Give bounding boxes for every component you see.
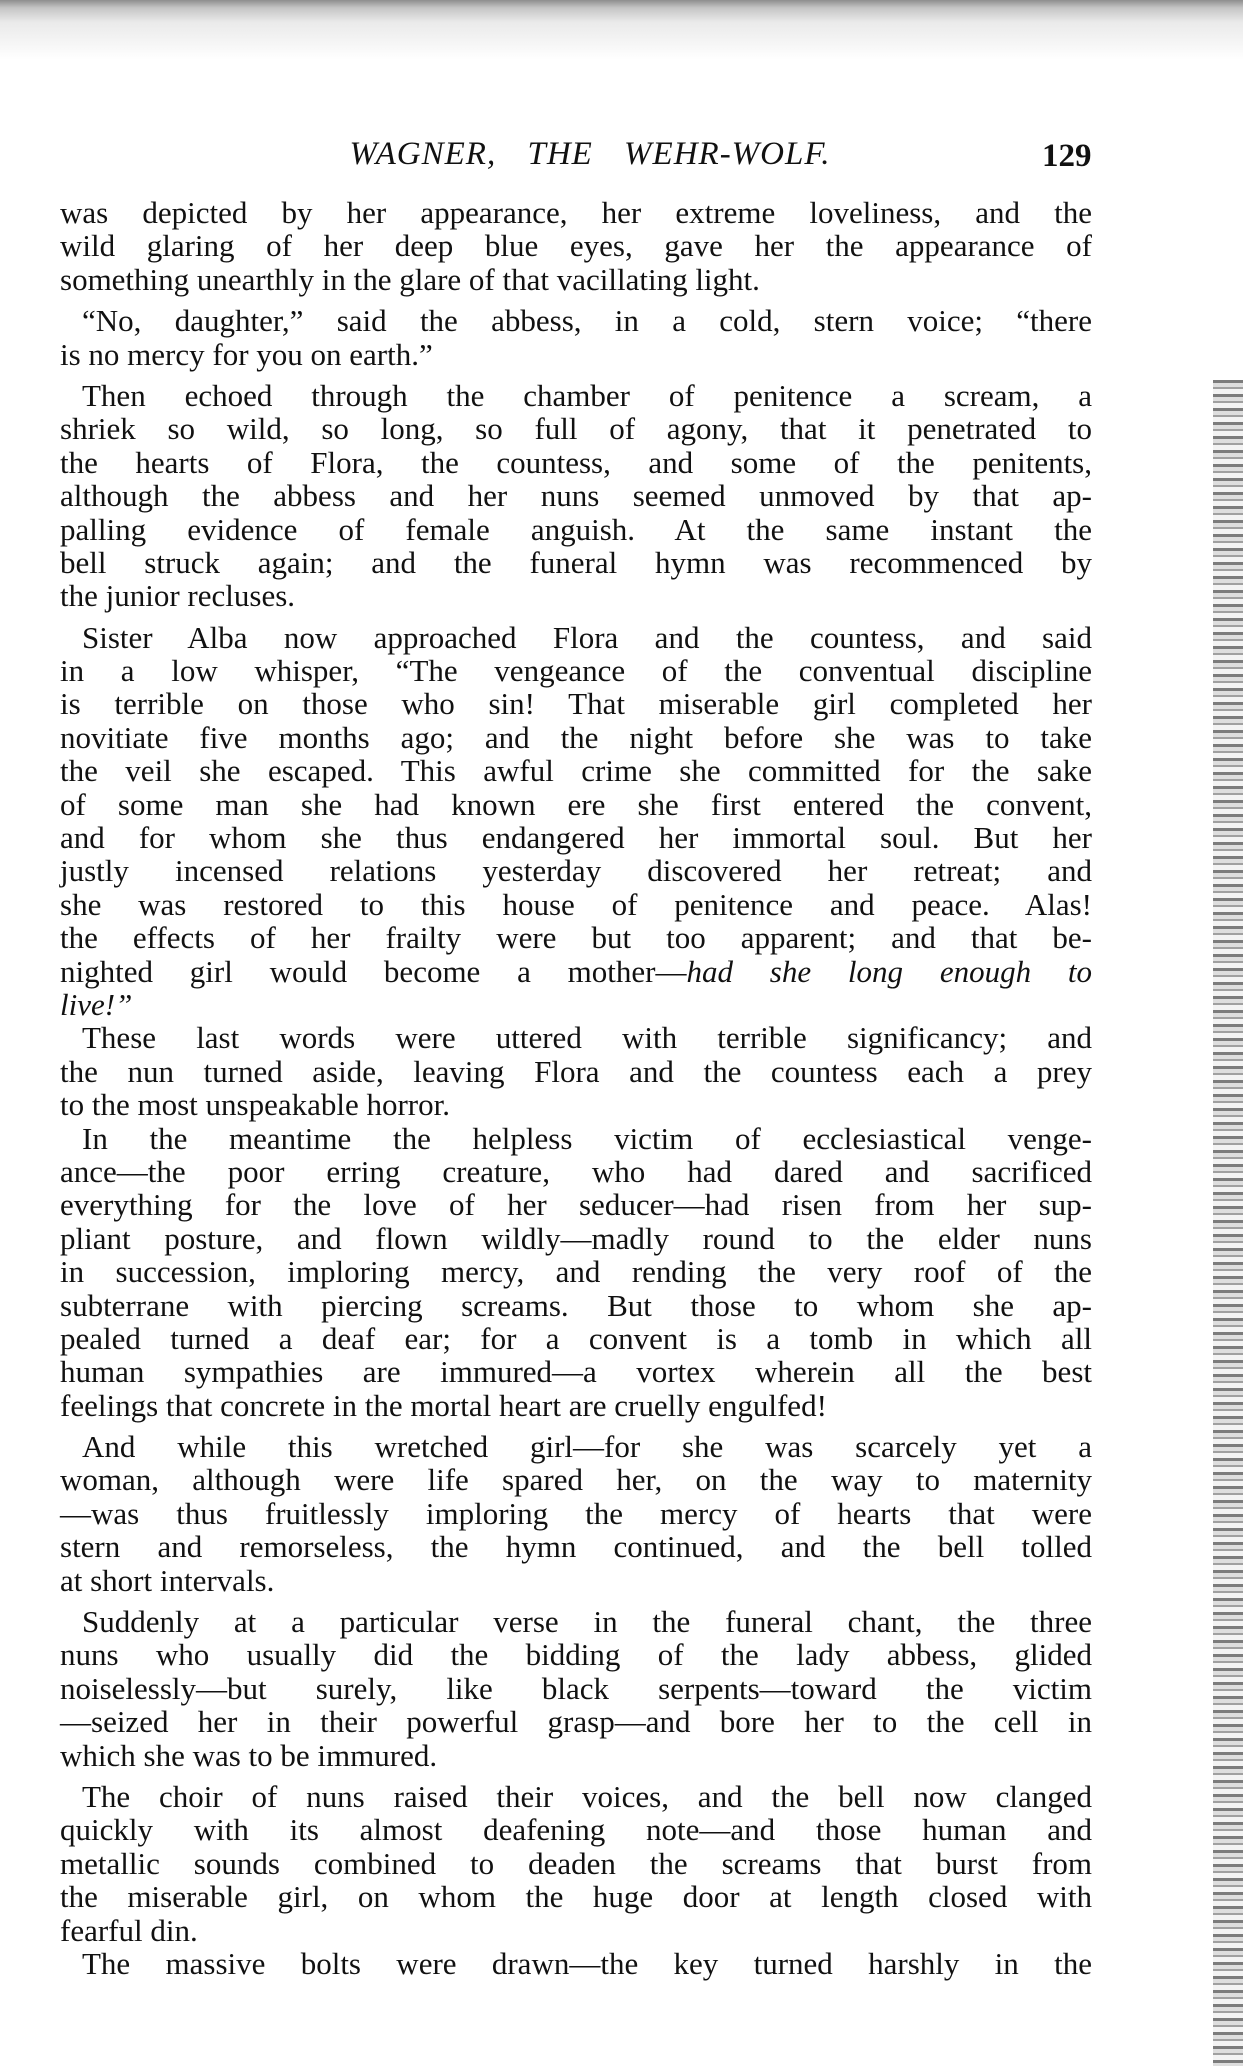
page-body xyxy=(60,196,1092,1980)
text-line: which she was to be immured. xyxy=(60,1737,438,1773)
text-line: in a low whisper, “The vengeance of the conventual discipline xyxy=(60,653,1092,689)
text-line: Sister Alba now approached Flora and the countess, and said xyxy=(82,619,1092,655)
paragraph xyxy=(60,1780,1092,1947)
text-line: In the meantime the helpless victim of ecclesiastical venge- xyxy=(82,1120,1092,1156)
text-line: live!” xyxy=(60,986,133,1022)
text-line: the miserable girl, on whom the huge door at length closed with xyxy=(60,1879,1092,1915)
text-line: and for whom she thus endangered her immortal soul. But her xyxy=(60,820,1092,856)
text-line: although the abbess and her nuns seemed unmoved by that ap- xyxy=(60,478,1092,514)
text-line: novitiate five months ago; and the night before she was to take xyxy=(60,719,1092,755)
running-header: WAGNER, THE WEHR-WOLF. xyxy=(349,136,831,172)
text-line: stern and remorseless, the hymn continued, and the bell tolled xyxy=(60,1529,1092,1565)
text-line: at short intervals. xyxy=(60,1562,275,1598)
text-line: wild glaring of her deep blue eyes, gave her the appearance of xyxy=(60,228,1092,264)
text-line: justly incensed relations yesterday discovered her retreat; and xyxy=(60,853,1092,889)
text-line: pealed turned a deaf ear; for a convent is a tomb in which all xyxy=(60,1320,1092,1356)
paragraph xyxy=(60,621,1092,1022)
text-line: of some man she had known ere she first entered the convent, xyxy=(60,786,1092,822)
text-line: was depicted by her appearance, her extreme loveliness, and the xyxy=(60,195,1092,230)
text-line: —seized her in their powerful grasp—and bore her to the cell in xyxy=(60,1704,1092,1740)
paragraph xyxy=(60,304,1092,371)
text-line: —was thus fruitlessly imploring the mercy of hearts that were xyxy=(60,1495,1092,1531)
text-line: is terrible on those who sin! That miserable girl completed her xyxy=(60,686,1092,722)
text-line xyxy=(60,955,1092,988)
paragraph xyxy=(60,1122,1092,1423)
text-line: palling evidence of female anguish. At the same instant the xyxy=(60,511,1092,547)
text-line: the nun turned aside, leaving Flora and the countess each a prey xyxy=(60,1053,1092,1089)
paragraph xyxy=(60,1947,1092,1980)
text-line: The choir of nuns raised their voices, and the bell now clanged xyxy=(82,1778,1092,1814)
text-line: nuns who usually did the bidding of the lady abbess, glided xyxy=(60,1637,1092,1673)
text-segment: nighted girl would become a mother— xyxy=(60,953,687,989)
paragraph xyxy=(60,196,1092,296)
paragraph xyxy=(60,1021,1092,1121)
text-line: is no mercy for you on earth.” xyxy=(60,336,433,372)
text-line: These last words were uttered with terrible significancy; and xyxy=(82,1020,1092,1056)
text-line: “No, daughter,” said the abbess, in a cold, stern voice; “there xyxy=(82,303,1092,339)
text-line: feelings that concrete in the mortal heart are cruelly engulfed! xyxy=(60,1387,827,1423)
paragraph xyxy=(60,1605,1092,1772)
text-line: woman, although were life spared her, on the way to maternity xyxy=(60,1462,1092,1498)
text-line: everything for the love of her seducer—had risen from her sup- xyxy=(60,1187,1092,1223)
paragraph xyxy=(60,379,1092,613)
text-line: subterrane with piercing screams. But those to whom she ap- xyxy=(60,1287,1092,1323)
text-line: Then echoed through the chamber of penitence a scream, a xyxy=(82,377,1092,413)
italic-segment: had she long enough to xyxy=(686,953,1093,989)
text-line: pliant posture, and flown wildly—madly round to the elder nuns xyxy=(60,1220,1092,1256)
scan-edge-top xyxy=(0,0,1243,60)
text-line: shriek so wild, so long, so full of agony, that it penetrated to xyxy=(60,411,1092,447)
text-line: the hearts of Flora, the countess, and some of the penitents, xyxy=(60,444,1092,480)
scan-edge-right xyxy=(1213,380,1243,2066)
text-line: the junior recluses. xyxy=(60,578,296,614)
text-line: noiselessly—but surely, like black serpents—toward the victim xyxy=(60,1670,1092,1706)
text-line: metallic sounds combined to deaden the screams that burst from xyxy=(60,1845,1092,1881)
text-line: to the most unspeakable horror. xyxy=(60,1087,450,1123)
text-line: the effects of her frailty were but too apparent; and that be- xyxy=(60,920,1092,956)
text-line: ance—the poor erring creature, who had dared and sacrificed xyxy=(60,1153,1092,1189)
text-line: quickly with its almost deafening note—and those human and xyxy=(60,1812,1092,1848)
text-line: in succession, imploring mercy, and rending the very roof of the xyxy=(60,1254,1092,1290)
text-line: And while this wretched girl—for she was scarcely yet a xyxy=(82,1429,1092,1465)
text-line: Suddenly at a particular verse in the funeral chant, the three xyxy=(82,1604,1092,1640)
page-number: 129 xyxy=(1042,138,1092,174)
text-line: bell struck again; and the funeral hymn was recommenced by xyxy=(60,544,1092,580)
paragraph xyxy=(60,1430,1092,1597)
text-line: she was restored to this house of penitence and peace. Alas! xyxy=(60,886,1092,922)
text-line: the veil she escaped. This awful crime she committed for the sake xyxy=(60,753,1092,789)
text-line: fearful din. xyxy=(60,1912,198,1948)
text-line: The massive bolts were drawn—the key turned harshly in the xyxy=(82,1945,1092,1981)
text-line: something unearthly in the glare of that vacillating light. xyxy=(60,261,760,297)
text-line: human sympathies are immured—a vortex wherein all the best xyxy=(60,1354,1092,1390)
